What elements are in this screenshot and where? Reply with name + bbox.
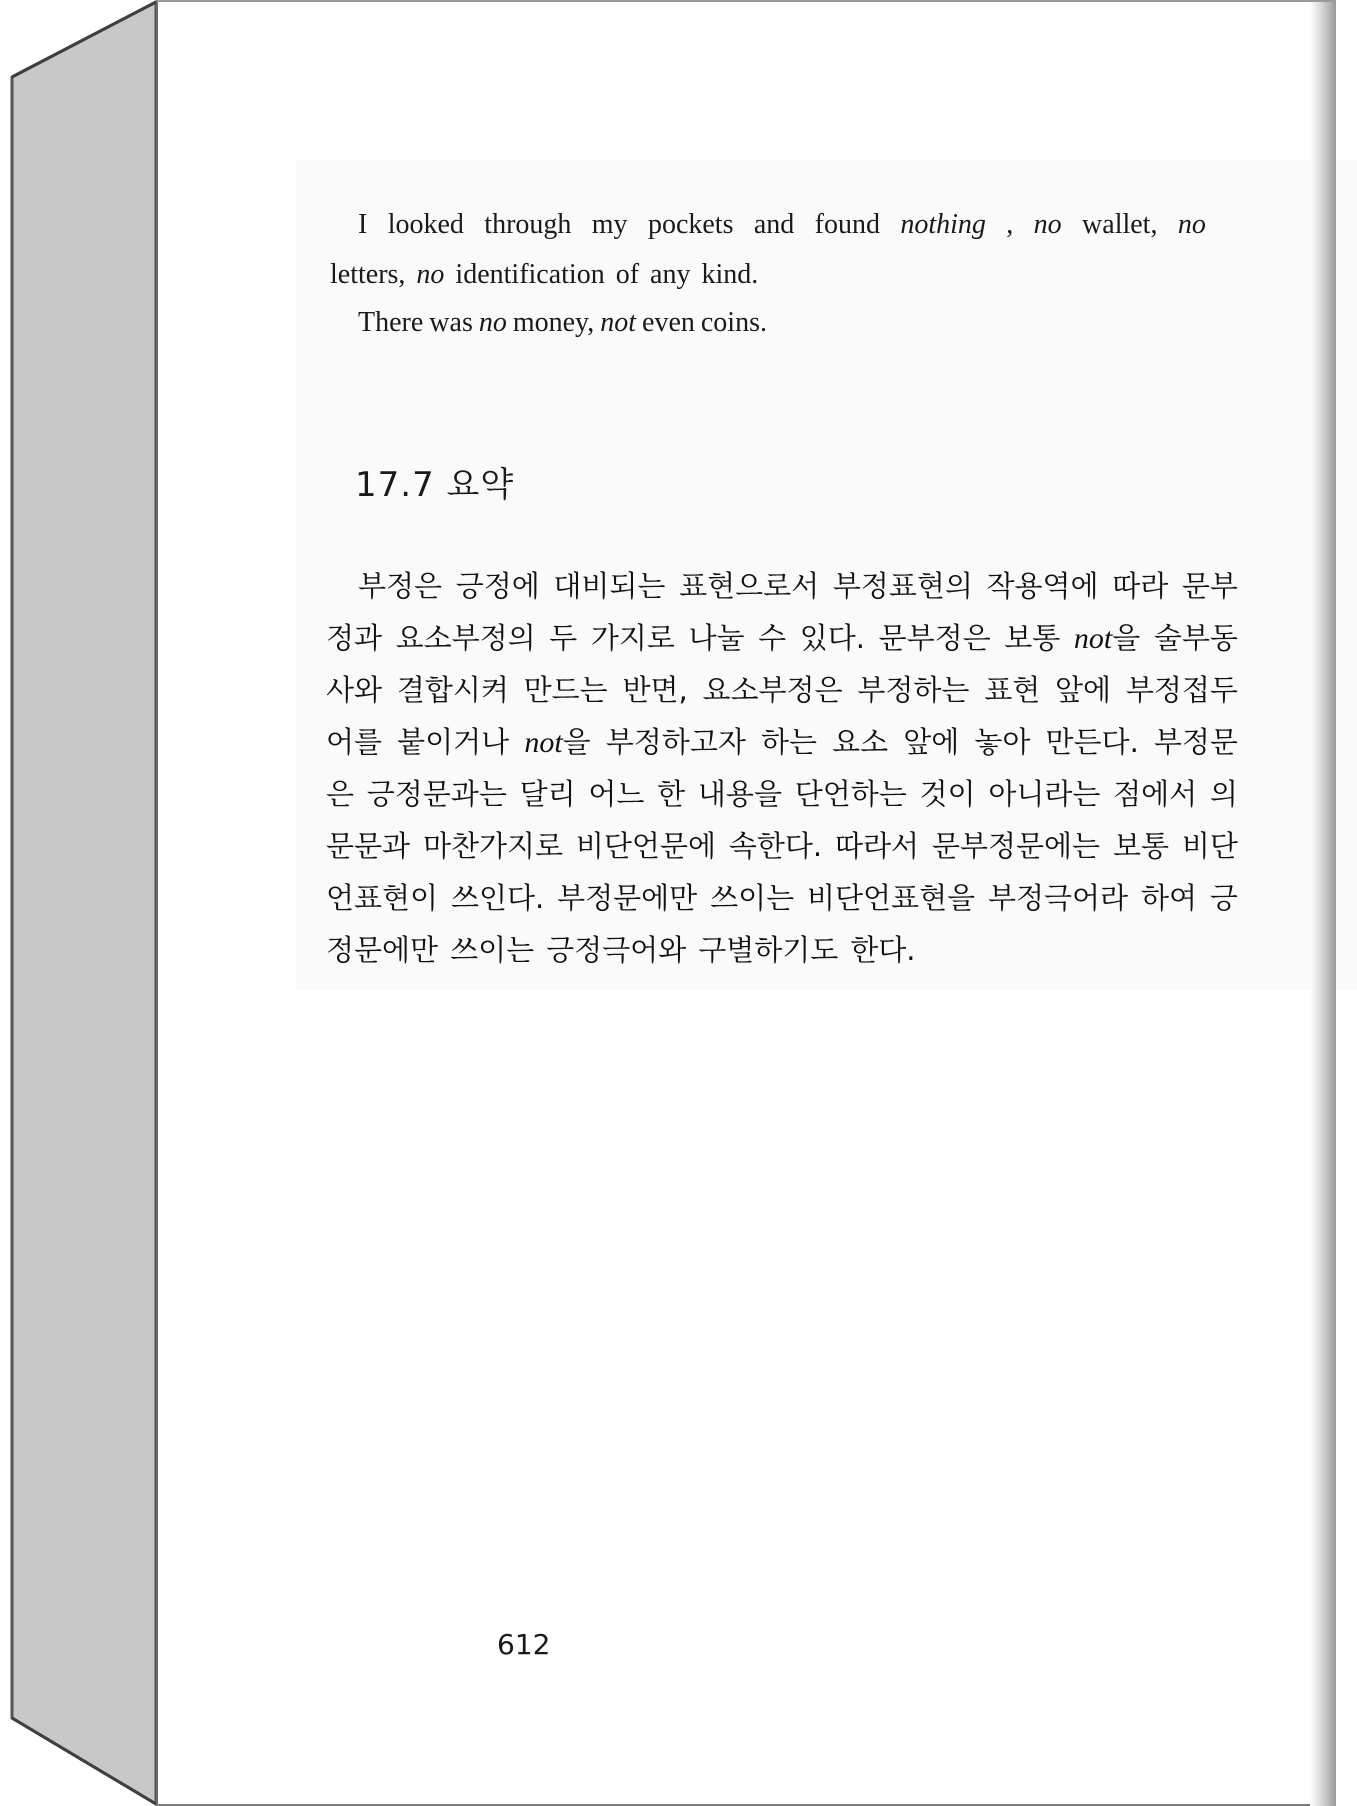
italic-word: not xyxy=(600,307,637,338)
paragraph-word: 앞에 xyxy=(903,725,960,759)
paragraph-word: 달리 xyxy=(519,777,576,811)
italic-word: not xyxy=(1073,622,1113,655)
paragraph-line xyxy=(326,820,1238,872)
english-word: , xyxy=(1006,209,1014,240)
paragraph-line xyxy=(326,560,1238,612)
summary-paragraph xyxy=(326,560,1238,976)
paragraph-word: 내용을 xyxy=(697,777,782,811)
italic-word: no xyxy=(1177,209,1206,240)
paragraph-word: 점에서 xyxy=(1113,777,1198,811)
english-word xyxy=(900,200,986,250)
paragraph-word: not을 xyxy=(524,725,591,759)
paragraph-word: 문문과 xyxy=(326,829,411,863)
page-edge-shadow xyxy=(1310,2,1336,1806)
paragraph-word: 놓아 xyxy=(974,725,1031,759)
paragraph-word: 부정문에만 xyxy=(557,881,698,915)
english-word: and xyxy=(753,209,795,240)
italic-word: no xyxy=(478,307,507,338)
paragraph-word: 의 xyxy=(1209,777,1238,811)
english-word: was xyxy=(429,307,473,338)
italic-word: no xyxy=(1033,209,1062,240)
paragraph-word: 문부정문에는 xyxy=(931,829,1101,863)
paragraph-word: 문부 xyxy=(1181,569,1238,603)
paragraph-word: 아니라는 xyxy=(988,777,1101,811)
paragraph-word: 긍정극어와 xyxy=(546,933,687,967)
paragraph-word: 부정접두 xyxy=(1125,673,1238,707)
paragraph-word: 사와 xyxy=(326,673,383,707)
paragraph-word: 속한다. xyxy=(728,829,823,863)
paragraph-word: 단언하는 xyxy=(794,777,907,811)
paragraph-word: 부정표현의 xyxy=(832,569,973,603)
paragraph-line xyxy=(326,924,1238,976)
english-word xyxy=(479,307,507,338)
english-word: found xyxy=(814,209,880,240)
paragraph-word: 쓰인다. xyxy=(450,881,545,915)
english-line xyxy=(296,200,1206,250)
english-word xyxy=(1178,200,1206,250)
paragraph-line xyxy=(326,612,1238,664)
paragraph-word: 비단 xyxy=(1181,829,1238,863)
paragraph-word: 것이 xyxy=(919,777,976,811)
paragraph-word: 표현 xyxy=(984,673,1041,707)
paragraph-word: 요소부정은 xyxy=(702,673,843,707)
paragraph-word: 반면, xyxy=(622,673,688,707)
paragraph-word: 따라 xyxy=(1112,569,1169,603)
paragraph-word: 부정하는 xyxy=(857,673,970,707)
paragraph-line xyxy=(326,768,1238,820)
paragraph-word: 하는 xyxy=(760,725,817,759)
paragraph-word: 만든다. xyxy=(1045,725,1139,759)
paragraph-word: 대비되는 xyxy=(553,569,666,603)
english-word: money, xyxy=(512,307,595,338)
english-line: letters, no identification of any kind. xyxy=(330,259,759,290)
spine-face xyxy=(12,2,156,1804)
paragraph-word: 만드는 xyxy=(523,673,608,707)
paragraph-word: 한 xyxy=(657,777,686,811)
paragraph-word: 가지로 xyxy=(590,621,675,655)
paragraph-word: 긍정문과는 xyxy=(366,777,507,811)
english-word: There xyxy=(358,307,424,338)
paragraph-word: 문부정은 xyxy=(878,621,991,655)
paragraph-word: 마찬가지로 xyxy=(422,829,564,863)
paragraph-word: 부정극어라 xyxy=(988,881,1129,915)
english-word xyxy=(1034,200,1062,250)
paragraph-word: 나눌 xyxy=(688,621,745,655)
book-spine xyxy=(0,0,160,1806)
paragraph-word: 부정하고자 xyxy=(605,725,746,759)
paragraph-word: 술부동 xyxy=(1153,621,1238,655)
paragraph-word: 수 xyxy=(758,621,787,655)
paragraph-word: 보통 xyxy=(1112,829,1169,863)
english-word: looked xyxy=(387,209,464,240)
paragraph-word: 붙이거나 xyxy=(397,725,510,759)
english-example-paragraph xyxy=(296,200,1206,348)
english-word: my xyxy=(591,209,628,240)
paragraph-word: 요소부정의 xyxy=(395,621,536,655)
english-word: wallet, xyxy=(1082,209,1158,240)
paragraph-word: 요소 xyxy=(832,725,889,759)
paragraph-word: 있다. xyxy=(799,621,866,655)
paragraph-word: 비단언문에 xyxy=(575,829,716,863)
paragraph-word: 하여 xyxy=(1140,881,1197,915)
paragraph-word: 구별하기도 xyxy=(698,933,839,967)
paragraph-word: 앞에 xyxy=(1055,673,1112,707)
paragraph-word: 어를 xyxy=(326,725,383,759)
paragraph-word: 언표현이 xyxy=(326,881,439,915)
paragraph-word: 긍정에 xyxy=(455,569,540,603)
paragraph-word: 한다. xyxy=(850,933,916,967)
paragraph-word: 부정문 xyxy=(1153,725,1238,759)
italic-word: not xyxy=(524,726,563,759)
paragraph-word: 두 xyxy=(549,621,578,655)
paragraph-word: 작용역에 xyxy=(986,569,1099,603)
paragraph-word: 은 xyxy=(326,777,355,811)
english-word: coins. xyxy=(700,307,767,338)
italic-word: no xyxy=(416,259,445,290)
paragraph-word: 정과 xyxy=(326,621,383,655)
paragraph-word: 결합시켜 xyxy=(396,673,509,707)
paragraph-word: 표현으로서 xyxy=(679,569,820,603)
paragraph-word: 부정은 xyxy=(358,569,443,603)
paragraph-line xyxy=(326,872,1238,924)
paragraph-word: 정문에만 xyxy=(326,933,439,967)
paragraph-word: 쓰이는 xyxy=(450,933,535,967)
english-word xyxy=(600,307,636,338)
english-word: through xyxy=(484,209,572,240)
book-page xyxy=(156,0,1336,1806)
paragraph-word: 따라서 xyxy=(835,829,920,863)
paragraph-line xyxy=(326,716,1238,768)
paragraph-word: 긍 xyxy=(1209,881,1238,915)
paragraph-word: 비단언표현을 xyxy=(807,881,976,915)
italic-word: nothing xyxy=(900,209,986,240)
paragraph-line xyxy=(326,664,1238,716)
page-number: 612 xyxy=(497,1628,551,1661)
paragraph-word: not을 xyxy=(1073,621,1141,655)
english-word: I xyxy=(358,209,368,240)
paragraph-word: 쓰이는 xyxy=(710,881,795,915)
english-word: pockets xyxy=(647,209,734,240)
english-word: even xyxy=(642,307,695,338)
paragraph-word: 보통 xyxy=(1004,621,1061,655)
section-heading: 17.7 요약 xyxy=(355,465,515,505)
english-line xyxy=(296,298,1206,348)
paragraph-word: 어느 xyxy=(588,777,645,811)
